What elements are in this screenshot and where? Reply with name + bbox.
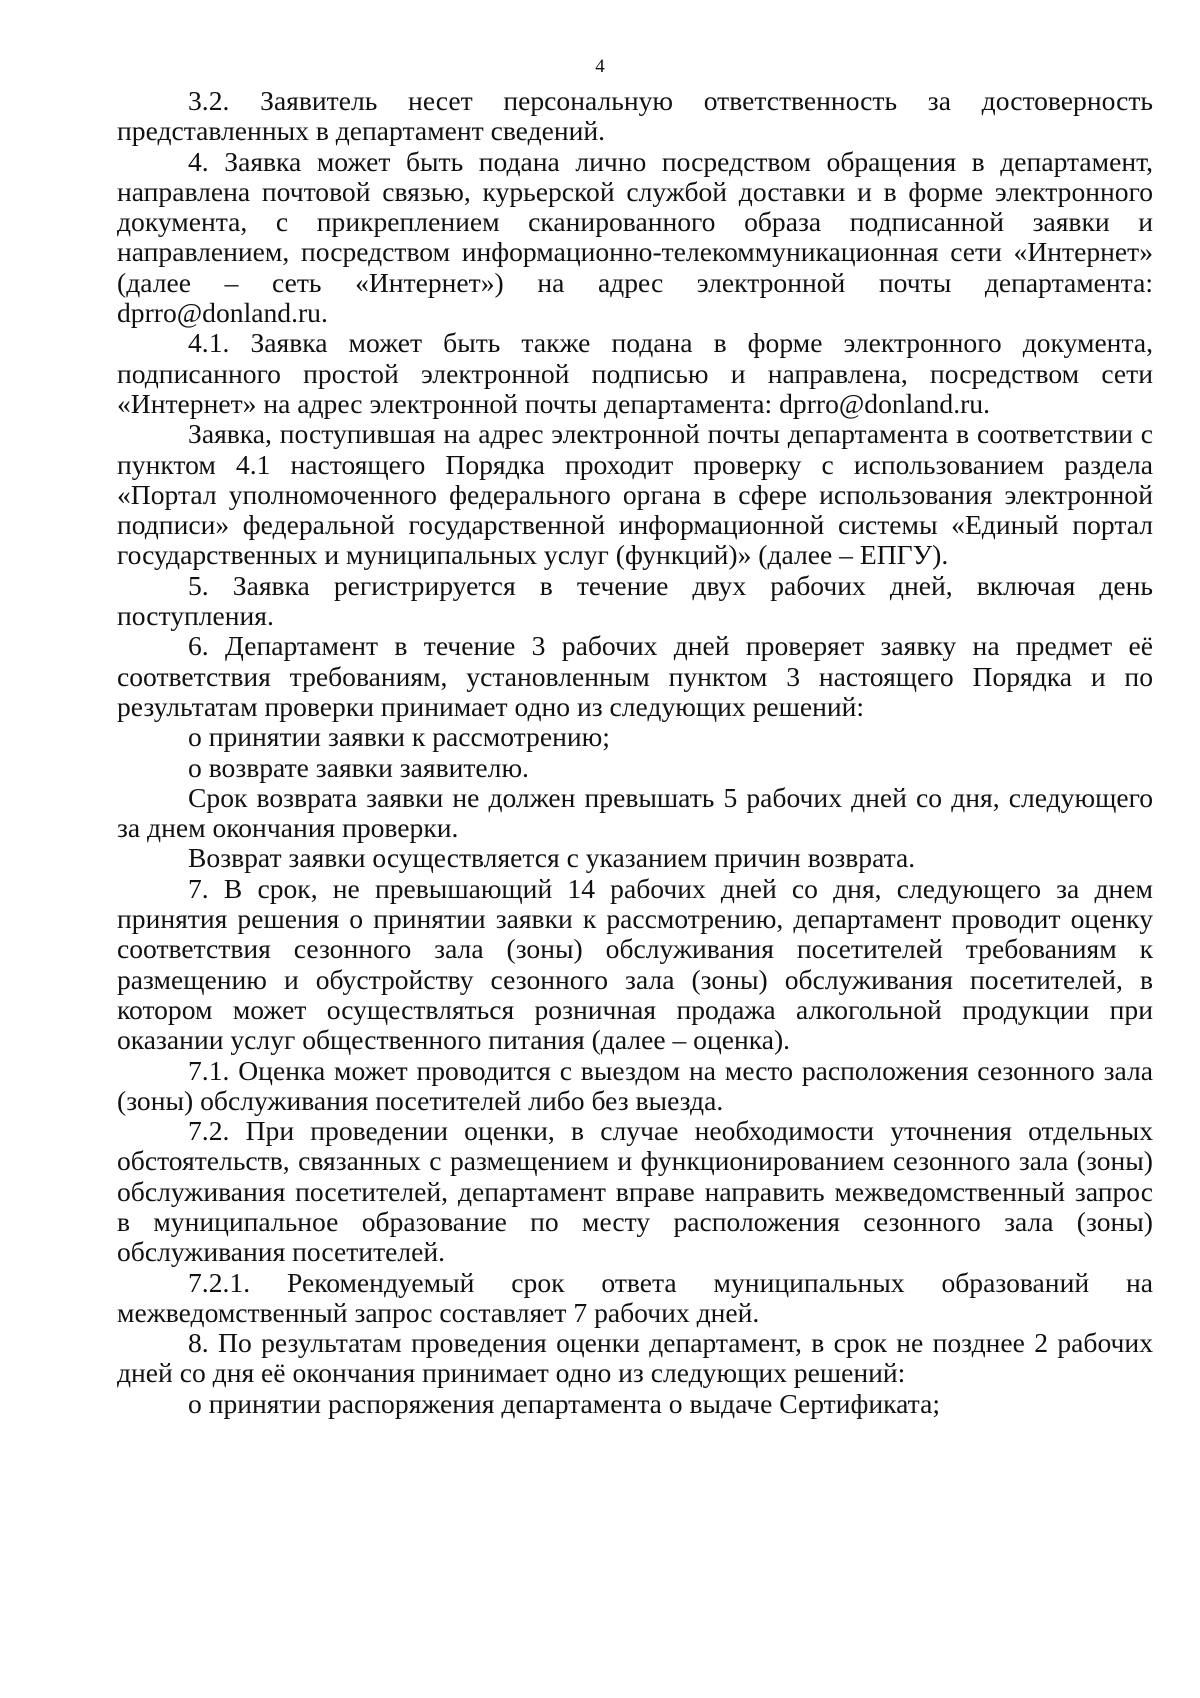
paragraph-7-1: 7.1. Оценка может проводится с выездом на место расположения сезонного зала (зоны) обслуживания посетителей либо без выезда. [117, 1054, 1153, 1116]
paragraph-5: 5. Заявка регистрируется в течение двух рабочих дней, включая день поступления. [117, 569, 1153, 632]
paragraph-4: 4. Заявка может быть подана лично посредством обращения в департамент, направлена почтовой связью, курьерской службой доставки и в форме электронного документа, с прикреплением сканированного образа подписанной заявки и направлением, посредством информационно-телекоммуникационная сети «Интернет» (далее – сеть «Интернет») на адрес электронной почты департамента: dprro@donland.ru. [117, 145, 1153, 329]
list-item-issue-certificate: о принятии распоряжения департамента о выдаче Сертификата; [188, 1387, 940, 1419]
paragraph-3-2: 3.2. Заявитель несет персональную ответственность за достоверность представленных в департамент сведений. [117, 85, 1153, 147]
paragraph-8: 8. По результатам проведения оценки департамент, в срок не позднее 2 рабочих дней со дня её окончания принимает одно из следующих решений: [117, 1327, 1153, 1389]
paragraph-4-1: 4.1. Заявка может быть также подана в форме электронного документа, подписанного простой электронной подписью и направлена, посредством сети «Интернет» на адрес электронной почты департамента: dprro@donland.ru. [117, 327, 1153, 419]
list-item-accept-application: о принятии заявки к рассмотрению; [188, 721, 610, 753]
list-item-return-application: о возврате заявки заявителю. [188, 751, 529, 783]
page-number: 4 [595, 56, 605, 77]
document-body [117, 86, 1153, 1419]
paragraph-6: 6. Департамент в течение 3 рабочих дней проверяет заявку на предмет её соответствия требованиям, установленным пунктом 3 настоящего Порядка и по результатам проверки принимает одно из следующих решений: [117, 630, 1153, 722]
paragraph-return-period: Срок возврата заявки не должен превышать 5 рабочих дней со дня, следующего за днем окончания проверки. [117, 781, 1153, 844]
paragraph-7-2: 7.2. При проведении оценки, в случае необходимости уточнения отдельных обстоятельств, связанных с размещением и функционированием сезонного зала (зоны) обслуживания посетителей, департамент вправе направить межведомственный запрос в муниципальное образование по месту расположения сезонного зала (зоны) обслуживания посетителей. [117, 1115, 1153, 1268]
paragraph-verification: Заявка, поступившая на адрес электронной почты департамента в соответствии с пунктом 4.1 настоящего Порядка проходит проверку с использованием раздела «Портал уполномоченного федерального органа в сфере использования электронной подписи» федеральной государственной информационной системы «Единый портал государственных и муниципальных услуг (функций)» (далее – ЕПГУ). [117, 418, 1153, 571]
paragraph-7: 7. В срок, не превышающий 14 рабочих дней со дня, следующего за днем принятия решения о принятии заявки к рассмотрению, департамент проводит оценку соответствия сезонного зала (зоны) обслуживания посетителей требованиям к размещению и обустройству сезонного зала (зоны) обслуживания посетителей, в котором может осуществляться розничная продажа алкогольной продукции при оказании услуг общественного питания (далее – оценка). [117, 872, 1153, 1056]
paragraph-7-2-1: 7.2.1. Рекомендуемый срок ответа муниципальных образований на межведомственный запрос составляет 7 рабочих дней. [117, 1266, 1153, 1328]
paragraph-return-reasons: Возврат заявки осуществляется с указанием причин возврата. [188, 842, 916, 874]
